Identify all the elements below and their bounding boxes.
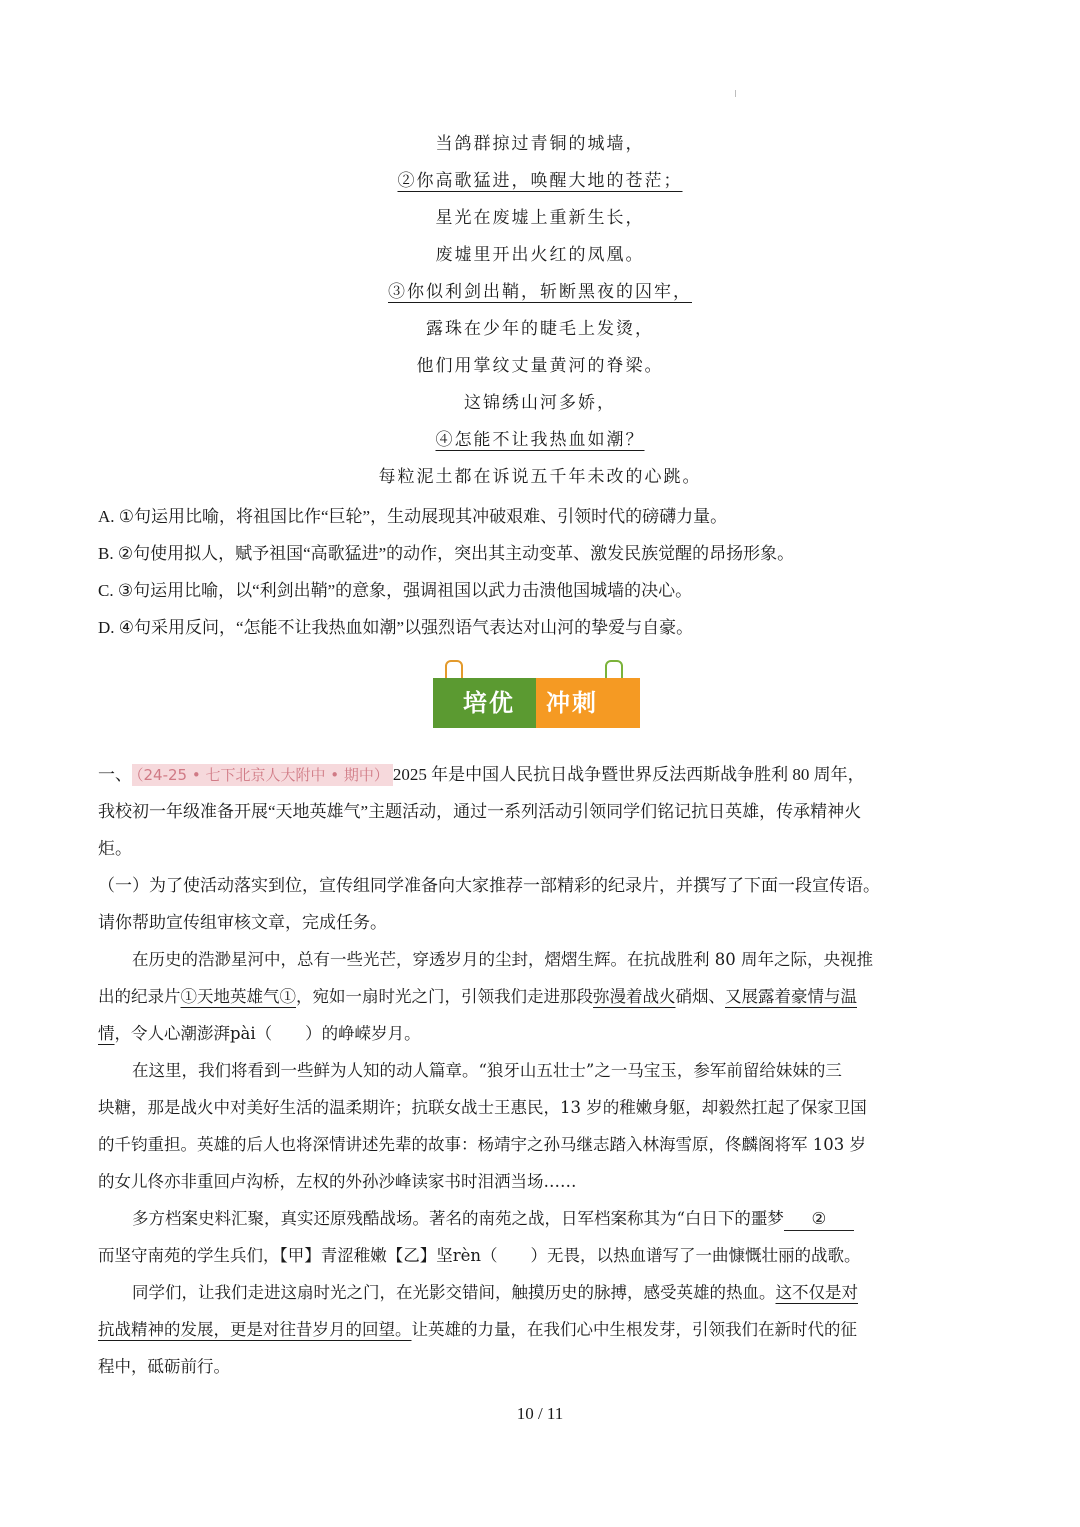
underlined-text: 抗战精神的发展，更是对往昔岁月的回望。 (98, 1320, 412, 1339)
question-number: 一、 (98, 765, 132, 784)
poem-line (0, 422, 1080, 459)
sub-question: （一）为了使活动落实到位，宣传组同学准备向大家推荐一部精彩的纪录片，并撰写了下面一段宣传语。 (98, 876, 880, 895)
passage-line: 而坚守南苑的学生兵们，【甲】青涩稚嫩【乙】坚rèn（ ）无畏，以热血谱写了一曲慷慨壮丽的战歌。 (98, 1246, 861, 1265)
poem-line: 他们用掌纹丈量黄河的脊梁。 (416, 356, 664, 376)
question-text: 2025 年是中国人民抗日战争暨世界反法西斯战争胜利 80 周年， (392, 765, 865, 784)
poem-line: 废墟里开出火红的凤凰。 (435, 245, 645, 265)
underlined-text: 情 (98, 1024, 115, 1043)
text: 硝烟、 (675, 987, 725, 1006)
poem-line-underlined: ④怎能不让我热血如潮？ (435, 430, 645, 450)
header-mark (735, 90, 736, 97)
passage-line (98, 978, 978, 1015)
option-c: C. ③句运用比喻，以“利剑出鞘”的意象，强调祖国以武力击溃他国城墙的决心。 (98, 581, 693, 600)
poem-line: 每粒泥土都在诉说五千年未改的心跳。 (378, 467, 702, 487)
passage-line (98, 1200, 978, 1237)
section-banner (433, 660, 640, 730)
page-number: 10 / 11 (516, 1404, 564, 1423)
question-intro (98, 756, 978, 941)
passage-line (98, 1274, 978, 1311)
passage-line: 的千钧重担。英雄的后人也将深情讲述先辈的故事：杨靖宇之孙马继志踏入林海雪原，佟麟阁将军 103 岁 (98, 1135, 866, 1154)
option-a: A. ①句运用比喻，将祖国比作“巨轮”，生动展现其冲破艰难、引领时代的磅礴力量。 (98, 507, 728, 526)
passage (98, 941, 978, 1385)
poem-line (0, 274, 1080, 311)
underlined-text: 弥漫着战火 (593, 987, 676, 1006)
question-text: 炬。 (98, 839, 132, 858)
text: 同学们，让我们走进这扇时光之门，在光影交错间，触摸历史的脉搏，感受英雄的热血。 (132, 1283, 776, 1302)
text: 多方档案史料汇聚，真实还原残酷战场。著名的南苑之战，日军档案称其为“白日下的噩梦 (132, 1209, 784, 1228)
text: 出的纪录片 (98, 987, 181, 1006)
answer-options (98, 498, 998, 646)
underlined-text: ①天地英雄气① (180, 987, 296, 1006)
option-b: B. ②句使用拟人，赋予祖国“高歌猛进”的动作，突出其主动变革、激发民族觉醒的昂扬形象。 (98, 544, 795, 563)
underlined-text: 又展露着豪情与温 (725, 987, 857, 1006)
text: ，宛如一扇时光之门，引领我们走进那段 (296, 987, 593, 1006)
poem-line: 星光在废墟上重新生长， (435, 208, 645, 228)
poem-line: 露珠在少年的睫毛上发烫， (426, 319, 654, 339)
poem-line: 当鸽群掠过青铜的城墙， (435, 134, 645, 154)
poem-line: 这锦绣山河多娇， (464, 393, 616, 413)
passage-line (98, 1311, 978, 1348)
passage-line: 块糖，那是战火中对美好生活的温柔期许；抗联女战士王惠民，13 岁的稚嫩身躯，却毅然扛起了保家卫国 (98, 1098, 867, 1117)
passage-line: 在历史的浩渺星河中，总有一些光芒，穿透岁月的尘封，熠熠生辉。在抗战胜利 80 周年之际，央视推 (132, 950, 873, 969)
passage-line: 在这里，我们将看到一些鲜为人知的动人篇章。“狼牙山五壮士”之一马宝玉，参军前留给妹妹的三 (132, 1061, 842, 1080)
source-tag: （24-25 • 七下北京人大附中 • 期中） (132, 764, 393, 786)
banner-left-label: 培优 (463, 689, 515, 717)
passage-line: 的女儿佟亦非重回卢沟桥，左权的外孙沙峰读家书时泪洒当场…… (98, 1172, 577, 1191)
poem (0, 126, 1080, 496)
poem-line (0, 163, 1080, 200)
poem-line-underlined: ②你高歌猛进，唤醒大地的苍茫； (397, 171, 683, 191)
question-text: 我校初一年级准备开展“天地英雄气”主题活动，通过一系列活动引领同学们铭记抗日英雄，传承精神火 (98, 802, 862, 821)
underlined-text: 这不仅是对 (775, 1283, 858, 1302)
banner-right-label: 冲刺 (546, 689, 598, 717)
text: ，令人心潮澎湃pài（ ）的峥嵘岁月。 (114, 1024, 421, 1043)
sub-question: 请你帮助宣传组审核文章，完成任务。 (98, 913, 387, 932)
option-d: D. ④句采用反问，“怎能不让我热血如潮”以强烈语气表达对山河的挚爱与自豪。 (98, 618, 694, 637)
passage-line: 程中，砥砺前行。 (98, 1357, 230, 1376)
poem-line-underlined: ③你似利剑出鞘，斩断黑夜的囚牢， (388, 282, 692, 302)
fill-blank[interactable]: ② (784, 1208, 854, 1231)
text: 让英雄的力量，在我们心中生根发芽，引领我们在新时代的征 (411, 1320, 857, 1339)
passage-line (98, 1015, 978, 1052)
